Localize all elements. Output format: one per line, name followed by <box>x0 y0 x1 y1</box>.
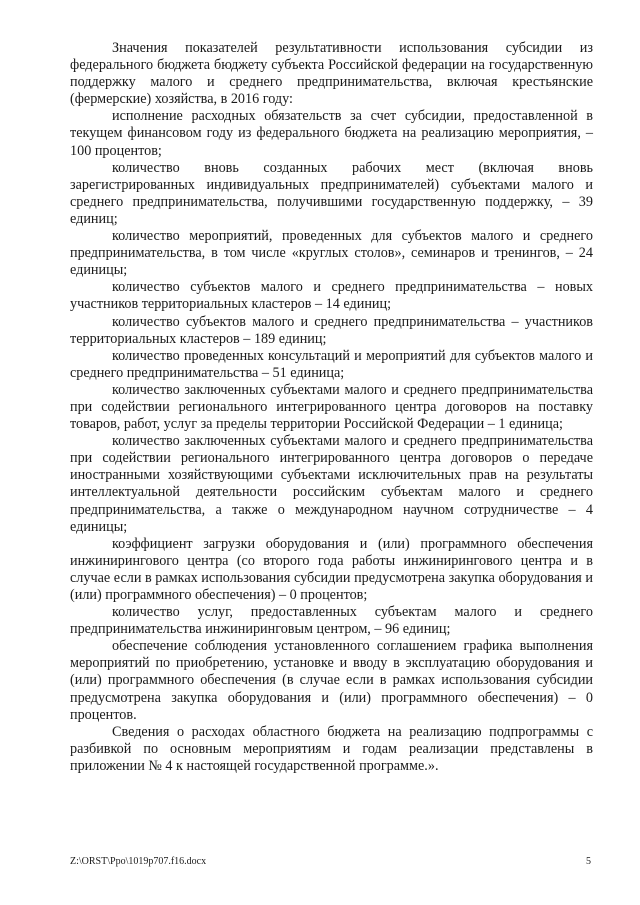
paragraph-indicator-export-contracts: количество заключенных субъектами малого и среднего предпринимательства при содействии регионального интегрированного центра договоров на поставку товаров, работ, услуг за пределы территории Российской Федерации – 1 единица; <box>70 381 593 433</box>
paragraph-indicator-cluster-members: количество субъектов малого и среднего предпринимательства – участников территориальных кластеров – 189 единиц; <box>70 313 593 347</box>
paragraph-indicator-equipment-load: коэффициент загрузки оборудования и (или) программного обеспечения инжинирингового центра (со второго года работы инжинирингового центра и в случае если в рамках использования субсидии предусмотрена закупка оборудования и (или) программного обеспечения) – 0 процентов; <box>70 535 593 603</box>
paragraph-indicator-engineering-services: количество услуг, предоставленных субъектам малого и среднего предпринимательства инжиниринговым центром, – 96 единиц; <box>70 604 593 638</box>
paragraph-indicator-consultations: количество проведенных консультаций и мероприятий для субъектов малого и среднего предпринимательства – 51 единица; <box>70 347 593 381</box>
footer-file-path: Z:\ORST\Ppo\1019p707.f16.docx <box>70 856 207 867</box>
paragraph-intro: Значения показателей результативности использования субсидии из федерального бюджета бюджету субъекта Российской федерации на государственную поддержку малого и среднего предпринимательства, включая крестьянские (фермерские) хозяйства, в 2016 году: <box>70 40 593 108</box>
paragraph-indicator-jobs: количество вновь созданных рабочих мест (включая вновь зарегистрированных индивидуальных предпринимателей) субъектами малого и среднего предпринимательства, получившими государственную поддержку, – 39 единиц; <box>70 159 593 227</box>
document-body <box>70 40 593 775</box>
paragraph-indicator-schedule-compliance: обеспечение соблюдения установленного соглашением графика выполнения мероприятий по приобретению, установке и вводу в эксплуатацию оборудования и (или) программного обеспечения (в случае если в рамках использования субсидии предусмотрена закупка оборудования и (или) программного обеспечения) – 0 процентов. <box>70 638 593 723</box>
paragraph-indicator-expenditure: исполнение расходных обязательств за счет субсидии, предоставленной в текущем финансовом году из федерального бюджета на реализацию мероприятия, – 100 процентов; <box>70 108 593 159</box>
paragraph-indicator-ip-contracts: количество заключенных субъектами малого и среднего предпринимательства при содействии регионального интегрированного центра договоров о передаче иностранными хозяйствующими субъектами исключительных прав на результаты интеллектуальной деятельности российским субъектам малого и среднего предпринимательства, а также о международном научном сотрудничестве – 4 единицы; <box>70 433 593 535</box>
paragraph-indicator-events: количество мероприятий, проведенных для субъектов малого и среднего предпринимательства, в том числе «круглых столов», семинаров и тренингов, – 24 единицы; <box>70 228 593 279</box>
paragraph-budget-info: Сведения о расходах областного бюджета на реализацию подпрограммы с разбивкой по основным мероприятиям и годам реализации представлены в приложении № 4 к настоящей государственной программе.». <box>70 723 593 774</box>
paragraph-indicator-new-cluster-members: количество субъектов малого и среднего предпринимательства – новых участников территориальных кластеров – 14 единиц; <box>70 279 593 313</box>
page-number: 5 <box>586 856 591 867</box>
